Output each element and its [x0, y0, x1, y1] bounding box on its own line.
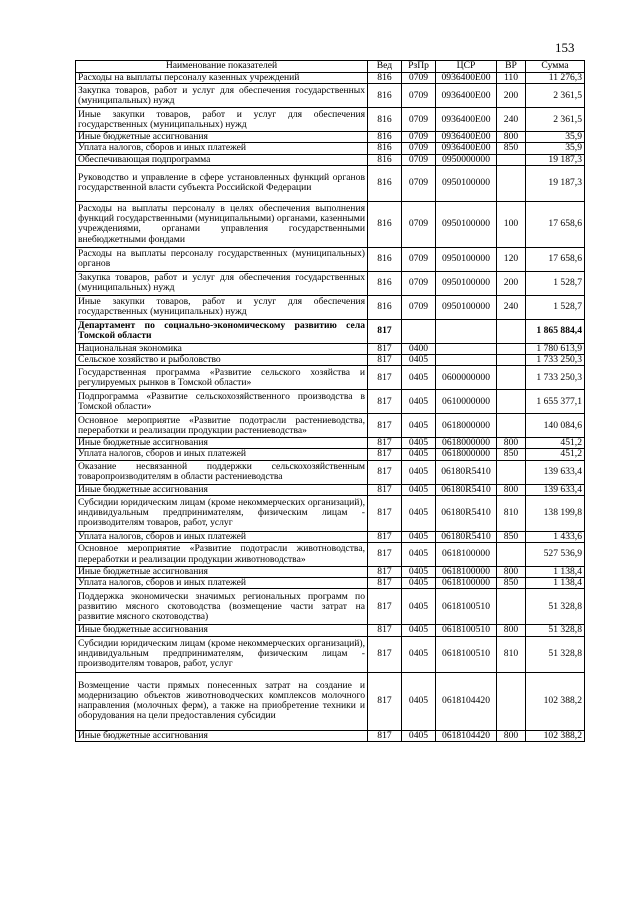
cell-ved: 817 — [368, 578, 402, 589]
table-row — [76, 271, 585, 295]
cell-vr: 800 — [497, 567, 526, 578]
cell-sum: 1 528,7 — [526, 271, 585, 295]
cell-csr: 0950100000 — [436, 165, 497, 201]
cell-ved: 817 — [368, 366, 402, 390]
cell-name: Руководство и управление в сфере установленных функций органов государственной власти субъекта Российской Федерации — [76, 165, 368, 201]
cell-vr: 850 — [497, 578, 526, 589]
cell-vr — [497, 154, 526, 165]
cell-vr: 850 — [497, 143, 526, 154]
cell-sum: 1 733 250,3 — [526, 355, 585, 366]
cell-name: Уплата налогов, сборов и иных платежей — [76, 531, 368, 542]
cell-ved: 817 — [368, 414, 402, 438]
cell-rzpr: 0709 — [402, 154, 436, 165]
page-number: 153 — [555, 40, 575, 55]
cell-ved: 817 — [368, 636, 402, 672]
header-ved: Вед — [368, 61, 402, 73]
cell-csr: 0936400Е00 — [436, 84, 497, 108]
cell-ved: 816 — [368, 132, 402, 143]
cell-rzpr — [402, 319, 436, 343]
cell-vr: 800 — [497, 484, 526, 495]
cell-ved: 817 — [368, 672, 402, 730]
cell-rzpr: 0405 — [402, 449, 436, 460]
cell-csr: 0950000000 — [436, 154, 497, 165]
cell-csr: 0936400Е00 — [436, 143, 497, 154]
header-sum: Сумма — [526, 61, 585, 73]
table-row — [76, 154, 585, 165]
cell-sum: 1 138,4 — [526, 567, 585, 578]
cell-rzpr: 0405 — [402, 495, 436, 531]
cell-csr: 0618000000 — [436, 414, 497, 438]
cell-ved: 817 — [368, 730, 402, 741]
cell-csr — [436, 343, 497, 354]
cell-ved: 817 — [368, 484, 402, 495]
cell-rzpr: 0405 — [402, 438, 436, 449]
cell-sum: 19 187,3 — [526, 165, 585, 201]
budget-table — [75, 60, 585, 742]
cell-name: Подпрограмма «Развитие сельскохозяйственного производства в Томской области» — [76, 390, 368, 414]
cell-vr — [497, 319, 526, 343]
cell-rzpr: 0405 — [402, 531, 436, 542]
cell-name: Иные бюджетные ассигнования — [76, 438, 368, 449]
cell-name: Иные закупки товаров, работ и услуг для обеспечения государственных (муниципальных) нужд — [76, 108, 368, 132]
cell-rzpr: 0709 — [402, 165, 436, 201]
table-row — [76, 366, 585, 390]
cell-vr: 120 — [497, 247, 526, 271]
table-row — [76, 578, 585, 589]
cell-ved: 817 — [368, 390, 402, 414]
cell-rzpr: 0709 — [402, 143, 436, 154]
cell-vr — [497, 543, 526, 567]
table-header-row — [76, 61, 585, 73]
cell-csr: 06180R5410 — [436, 495, 497, 531]
header-name: Наименование показателей — [76, 61, 368, 73]
cell-ved: 816 — [368, 73, 402, 84]
cell-ved: 816 — [368, 143, 402, 154]
cell-csr: 06180R5410 — [436, 460, 497, 484]
cell-vr — [497, 390, 526, 414]
cell-sum: 2 361,5 — [526, 108, 585, 132]
cell-csr: 0618000000 — [436, 438, 497, 449]
cell-csr: 0936400Е00 — [436, 73, 497, 84]
cell-csr — [436, 319, 497, 343]
cell-name: Уплата налогов, сборов и иных платежей — [76, 449, 368, 460]
cell-rzpr: 0709 — [402, 201, 436, 247]
cell-csr: 0950100000 — [436, 201, 497, 247]
cell-vr: 800 — [497, 730, 526, 741]
table-row — [76, 531, 585, 542]
cell-ved: 817 — [368, 531, 402, 542]
cell-sum: 35,9 — [526, 132, 585, 143]
cell-sum: 17 658,6 — [526, 201, 585, 247]
cell-name: Поддержка экономически значимых региональных программ по развитию мясного скотоводства (возмещение части затрат на развитие мясного скотоводства) — [76, 589, 368, 625]
cell-csr: 0618100000 — [436, 543, 497, 567]
table-row — [76, 636, 585, 672]
cell-sum: 138 199,8 — [526, 495, 585, 531]
cell-ved: 817 — [368, 625, 402, 636]
cell-ved: 817 — [368, 460, 402, 484]
cell-rzpr: 0405 — [402, 414, 436, 438]
cell-name: Основное мероприятие «Развитие подотрасли растениеводства, переработки и реализации продукции растениеводства» — [76, 414, 368, 438]
table-row — [76, 247, 585, 271]
table-row — [76, 319, 585, 343]
cell-sum: 17 658,6 — [526, 247, 585, 271]
cell-sum: 51 328,8 — [526, 589, 585, 625]
cell-csr: 0936400Е00 — [436, 132, 497, 143]
cell-rzpr: 0405 — [402, 625, 436, 636]
cell-sum: 11 276,3 — [526, 73, 585, 84]
cell-name: Обеспечивающая подпрограмма — [76, 154, 368, 165]
cell-vr: 810 — [497, 636, 526, 672]
table-row — [76, 390, 585, 414]
cell-rzpr: 0405 — [402, 636, 436, 672]
cell-vr: 200 — [497, 271, 526, 295]
cell-vr: 850 — [497, 449, 526, 460]
cell-ved: 817 — [368, 589, 402, 625]
cell-name: Расходы на выплаты персоналу в целях обеспечения выполнения функций государственными (муниципальными) органами, казенными учреждениями, органами управления государственными внебюджетными фондами — [76, 201, 368, 247]
cell-name: Сельское хозяйство и рыболовство — [76, 355, 368, 366]
cell-csr — [436, 355, 497, 366]
cell-csr: 0618100510 — [436, 589, 497, 625]
cell-sum: 451,2 — [526, 449, 585, 460]
cell-name: Субсидии юридическим лицам (кроме некоммерческих организаций), индивидуальным предпринимателям, физическим лицам - производителям товаров, работ, услуг — [76, 636, 368, 672]
cell-ved: 817 — [368, 343, 402, 354]
cell-vr — [497, 343, 526, 354]
header-vr: ВР — [497, 61, 526, 73]
table-row — [76, 295, 585, 319]
cell-sum: 19 187,3 — [526, 154, 585, 165]
cell-vr — [497, 366, 526, 390]
cell-ved: 816 — [368, 247, 402, 271]
cell-sum: 1 780 613,9 — [526, 343, 585, 354]
table-row — [76, 355, 585, 366]
table-row — [76, 589, 585, 625]
table-row — [76, 730, 585, 741]
cell-csr: 0618100510 — [436, 636, 497, 672]
table-row — [76, 343, 585, 354]
cell-rzpr: 0709 — [402, 73, 436, 84]
table-row — [76, 460, 585, 484]
cell-vr: 850 — [497, 531, 526, 542]
table-row — [76, 108, 585, 132]
cell-name: Уплата налогов, сборов и иных платежей — [76, 143, 368, 154]
cell-sum: 2 361,5 — [526, 84, 585, 108]
cell-rzpr: 0405 — [402, 672, 436, 730]
cell-csr: 0936400Е00 — [436, 108, 497, 132]
cell-rzpr: 0405 — [402, 589, 436, 625]
cell-ved: 817 — [368, 355, 402, 366]
cell-ved: 816 — [368, 295, 402, 319]
table-row — [76, 625, 585, 636]
cell-ved: 817 — [368, 567, 402, 578]
cell-ved: 817 — [368, 449, 402, 460]
cell-name: Иные закупки товаров, работ и услуг для обеспечения государственных (муниципальных) нужд — [76, 295, 368, 319]
cell-vr: 110 — [497, 73, 526, 84]
cell-sum: 1 733 250,3 — [526, 366, 585, 390]
cell-csr: 0600000000 — [436, 366, 497, 390]
cell-vr — [497, 460, 526, 484]
cell-csr: 0618100000 — [436, 578, 497, 589]
cell-ved: 816 — [368, 165, 402, 201]
cell-rzpr: 0709 — [402, 271, 436, 295]
cell-name: Расходы на выплаты персоналу казенных учреждений — [76, 73, 368, 84]
cell-sum: 1 865 884,4 — [526, 319, 585, 343]
cell-name: Оказание несвязанной поддержки сельскохозяйственным товаропроизводителям в области растениеводства — [76, 460, 368, 484]
cell-sum: 102 388,2 — [526, 730, 585, 741]
cell-csr: 06180R5410 — [436, 484, 497, 495]
cell-rzpr: 0405 — [402, 366, 436, 390]
cell-rzpr: 0405 — [402, 484, 436, 495]
cell-name: Иные бюджетные ассигнования — [76, 132, 368, 143]
cell-vr: 200 — [497, 84, 526, 108]
cell-rzpr: 0400 — [402, 343, 436, 354]
cell-csr: 0610000000 — [436, 390, 497, 414]
cell-vr: 810 — [497, 495, 526, 531]
cell-vr: 240 — [497, 108, 526, 132]
cell-name: Иные бюджетные ассигнования — [76, 625, 368, 636]
cell-csr: 0950100000 — [436, 271, 497, 295]
cell-sum: 139 633,4 — [526, 484, 585, 495]
cell-name: Государственная программа «Развитие сельского хозяйства и регулируемых рынков в Томской области» — [76, 366, 368, 390]
cell-rzpr: 0405 — [402, 578, 436, 589]
cell-rzpr: 0709 — [402, 108, 436, 132]
cell-ved: 816 — [368, 271, 402, 295]
cell-sum: 51 328,8 — [526, 636, 585, 672]
table-row — [76, 143, 585, 154]
cell-sum: 451,2 — [526, 438, 585, 449]
cell-sum: 51 328,8 — [526, 625, 585, 636]
header-rzpr: РзПр — [402, 61, 436, 73]
table-row — [76, 484, 585, 495]
cell-vr — [497, 355, 526, 366]
cell-rzpr: 0405 — [402, 730, 436, 741]
cell-csr: 0618100510 — [436, 625, 497, 636]
cell-sum: 35,9 — [526, 143, 585, 154]
cell-csr: 0950100000 — [436, 247, 497, 271]
table-row — [76, 132, 585, 143]
cell-vr — [497, 589, 526, 625]
cell-ved: 816 — [368, 201, 402, 247]
table-body — [76, 73, 585, 742]
cell-name: Уплата налогов, сборов и иных платежей — [76, 578, 368, 589]
cell-rzpr: 0709 — [402, 132, 436, 143]
cell-vr: 800 — [497, 438, 526, 449]
cell-vr: 240 — [497, 295, 526, 319]
cell-name: Основное мероприятие «Развитие подотрасли животноводства, переработки и реализации продукции животноводства» — [76, 543, 368, 567]
table-row — [76, 438, 585, 449]
cell-name: Национальная экономика — [76, 343, 368, 354]
cell-name: Закупка товаров, работ и услуг для обеспечения государственных (муниципальных) нужд — [76, 84, 368, 108]
table-row — [76, 672, 585, 730]
cell-rzpr: 0405 — [402, 355, 436, 366]
cell-ved: 816 — [368, 154, 402, 165]
cell-name: Расходы на выплаты персоналу государственных (муниципальных) органов — [76, 247, 368, 271]
cell-rzpr: 0709 — [402, 247, 436, 271]
cell-name: Субсидии юридическим лицам (кроме некоммерческих организаций), индивидуальным предпринимателям, физическим лицам - производителям товаров, работ, услуг — [76, 495, 368, 531]
cell-csr: 0618000000 — [436, 449, 497, 460]
table-row — [76, 414, 585, 438]
cell-ved: 816 — [368, 108, 402, 132]
cell-name: Иные бюджетные ассигнования — [76, 567, 368, 578]
cell-rzpr: 0709 — [402, 84, 436, 108]
cell-sum: 139 633,4 — [526, 460, 585, 484]
table-row — [76, 543, 585, 567]
cell-name: Департамент по социально-экономическому развитию села Томской области — [76, 319, 368, 343]
cell-name: Иные бюджетные ассигнования — [76, 730, 368, 741]
cell-vr — [497, 414, 526, 438]
cell-sum: 1 528,7 — [526, 295, 585, 319]
cell-sum: 102 388,2 — [526, 672, 585, 730]
cell-rzpr: 0405 — [402, 390, 436, 414]
cell-ved: 816 — [368, 84, 402, 108]
table-row — [76, 567, 585, 578]
cell-csr: 0618104420 — [436, 730, 497, 741]
cell-csr: 0618104420 — [436, 672, 497, 730]
cell-csr: 0950100000 — [436, 295, 497, 319]
table-row — [76, 165, 585, 201]
header-csr: ЦСР — [436, 61, 497, 73]
cell-csr: 0618100000 — [436, 567, 497, 578]
cell-vr: 800 — [497, 625, 526, 636]
cell-sum: 1 433,6 — [526, 531, 585, 542]
cell-csr: 06180R5410 — [436, 531, 497, 542]
cell-vr — [497, 165, 526, 201]
cell-vr: 800 — [497, 132, 526, 143]
cell-rzpr: 0405 — [402, 567, 436, 578]
cell-ved: 817 — [368, 438, 402, 449]
table-row — [76, 495, 585, 531]
cell-rzpr: 0405 — [402, 543, 436, 567]
cell-name: Закупка товаров, работ и услуг для обеспечения государственных (муниципальных) нужд — [76, 271, 368, 295]
cell-sum: 527 536,9 — [526, 543, 585, 567]
cell-sum: 140 084,6 — [526, 414, 585, 438]
cell-ved: 817 — [368, 543, 402, 567]
cell-vr — [497, 672, 526, 730]
table-row — [76, 73, 585, 84]
cell-ved: 817 — [368, 319, 402, 343]
cell-vr: 100 — [497, 201, 526, 247]
cell-rzpr: 0709 — [402, 295, 436, 319]
cell-sum: 1 655 377,1 — [526, 390, 585, 414]
cell-ved: 817 — [368, 495, 402, 531]
table-row — [76, 201, 585, 247]
cell-sum: 1 138,4 — [526, 578, 585, 589]
cell-rzpr: 0405 — [402, 460, 436, 484]
cell-name: Иные бюджетные ассигнования — [76, 484, 368, 495]
table-row — [76, 84, 585, 108]
table-row — [76, 449, 585, 460]
cell-name: Возмещение части прямых понесенных затрат на создание и модернизацию объектов животноводческих комплексов молочного направления (молочных ферм), а также на приобретение техники и оборудования на цели предоставления субсидии — [76, 672, 368, 730]
